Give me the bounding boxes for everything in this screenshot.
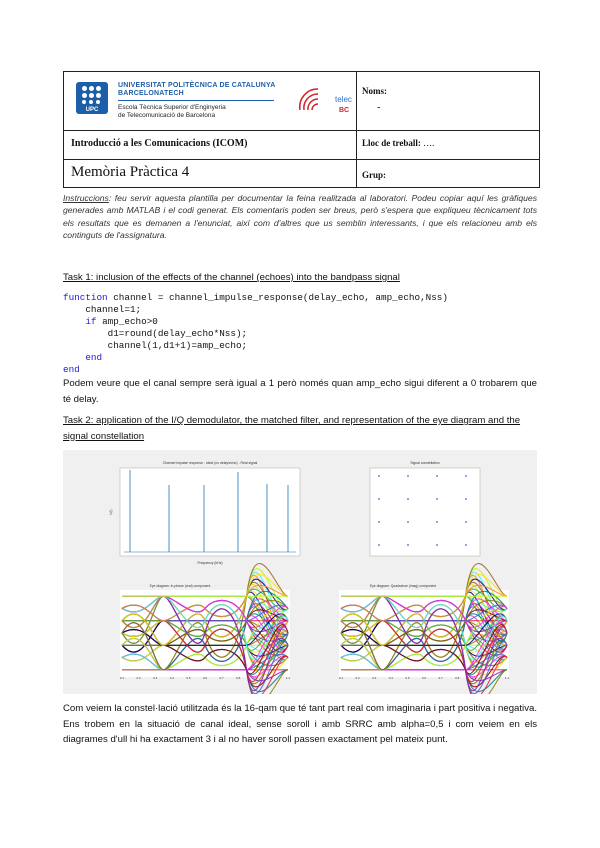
eye-diagram-q	[339, 563, 510, 694]
code-line: channel=1;	[63, 304, 142, 315]
header-divider-2	[64, 159, 540, 160]
constellation-point	[378, 521, 380, 523]
constellation-point	[407, 498, 409, 500]
telecos-logo	[296, 82, 354, 122]
constellation-plot	[370, 461, 480, 556]
constellation-point	[407, 521, 409, 523]
constellation-point	[436, 544, 438, 546]
constellation-point	[436, 521, 438, 523]
task1-heading: Task 1: inclusion of the effects of the channel (echoes) into the bandpass signal	[63, 272, 400, 283]
code-line: channel(1,d1+1)=amp_echo;	[63, 340, 248, 351]
eye-tick-label: 0.7	[219, 676, 224, 680]
report-title: Memòria Pràctica 4	[71, 164, 190, 180]
instructions: Instruccions: feu servir aquesta plantilla per documentar la feina realitzada al laboratori. Podeu copiar aquí les gràfiques generades amb MATLAB i el codi generat. Els comentaris poden ser breus, però s'espera que expliqueu tècnicament tots els resultats que es demanen a l'enunciat, així com d'altres que us semblin interessants, i que els relacioneu amb els continguts de l'assignatura.	[63, 193, 537, 241]
eye-tick-label: 0.2	[355, 676, 360, 680]
eye-tick-label: 0.8	[236, 676, 241, 680]
noms-label: Noms:	[362, 86, 387, 96]
code-block	[63, 292, 448, 376]
impulse-response-plot	[109, 461, 300, 565]
eye-diagram-i	[120, 563, 291, 694]
eye-tick-label: 0.8	[455, 676, 460, 680]
header-table	[63, 71, 540, 188]
eye-tick-label: 0.5	[186, 676, 191, 680]
task2-heading: Task 2: application of the I/Q demodulator, the matched filter, and representation of the eye diagram and the signal constellation	[63, 415, 521, 442]
eye-tick-label: 0.6	[421, 676, 427, 680]
eye-tick-label: 1	[270, 676, 273, 680]
constellation-point	[378, 475, 380, 477]
eye-tick-label: 0.4	[169, 676, 174, 680]
eye-tick-label: 0.1	[338, 676, 344, 680]
code-line: end	[63, 352, 103, 363]
constellation-point	[378, 544, 380, 546]
eye-tick-label: 0.3	[153, 676, 158, 680]
eye-i-title: Eye diagram: In-phase (real) component	[149, 584, 211, 588]
eye-tick-label: 1.1	[285, 676, 291, 680]
eye-q-title: Eye diagram: Quadrature (imag) component	[369, 584, 437, 588]
constellation-point	[465, 544, 467, 546]
code-line: end	[63, 364, 80, 375]
eye-tick-label: 0.7	[438, 676, 443, 680]
noms-value: -	[377, 102, 381, 113]
eye-tick-label: 1	[489, 676, 492, 680]
upc-logo: UPC	[76, 82, 108, 114]
constellation-point	[436, 498, 438, 500]
code-line: d1=round(delay_echo*Nss);	[63, 328, 248, 339]
constellation-point	[407, 475, 409, 477]
university-name: UNIVERSITAT POLITÈCNICA DE CATALUNYA BARCELONATECH	[118, 82, 276, 97]
constellation-point	[407, 544, 409, 546]
constellation-point	[465, 498, 467, 500]
svg-text:BC: BC	[339, 107, 350, 114]
code-line: if amp_echo>0	[63, 316, 158, 327]
eye-tick-label: 0.6	[202, 676, 208, 680]
svg-text:telec: telec	[335, 95, 352, 104]
school-name: Escola Tècnica Superior d'Enginyeria de Telecomunicació de Barcelona	[118, 104, 226, 119]
constellation-title: Signal constellation	[410, 461, 440, 465]
impulse-ylabel: h(t)	[109, 509, 113, 515]
lloc-field: Lloc de treball: ….	[362, 138, 435, 148]
matlab-figure	[63, 450, 537, 694]
eye-tick-label: 0.4	[388, 676, 393, 680]
constellation-point	[465, 475, 467, 477]
task1-comment: Podem veure que el canal sempre serà igual a 1 però només quan amp_echo sigui diferent a 0 trobarem que té delay.	[63, 378, 537, 405]
course-name: Introducció a les Comunicacions (ICOM)	[71, 138, 248, 149]
task2-comment: Com veiem la constel·lació utilitzada és la 16-qam que té tant part real com imaginaria i part positiva i negativa. Ens trobem en la situació de canal ideal, sense soroll i amb SRRC amb alpha=0,5 i com veiem en els diagrames d'ull hi ha exactament 3 i al no haver soroll passen exactament pel mateix punt.	[63, 703, 537, 745]
constellation-point	[465, 521, 467, 523]
eye-tick-label: 0.1	[119, 676, 125, 680]
university-underline	[118, 100, 274, 101]
eye-tick-label: 0.9	[252, 676, 257, 680]
eye-tick-label: 1.1	[504, 676, 510, 680]
header-divider-1	[64, 130, 540, 131]
constellation-point	[436, 475, 438, 477]
eye-tick-label: 0.9	[471, 676, 476, 680]
grup-label: Grup:	[362, 170, 387, 180]
constellation-point	[378, 498, 380, 500]
eye-tick-label: 0.3	[372, 676, 377, 680]
impulse-title: Channel impulse response - Ideal (no delay/echo) - Real signal	[162, 461, 258, 465]
eye-tick-label: 0.2	[136, 676, 141, 680]
impulse-xlabel: Frequency (kHz)	[197, 561, 223, 565]
eye-tick-label: 0.5	[405, 676, 410, 680]
code-line: function channel = channel_impulse_response(delay_echo, amp_echo,Nss)	[63, 292, 448, 303]
